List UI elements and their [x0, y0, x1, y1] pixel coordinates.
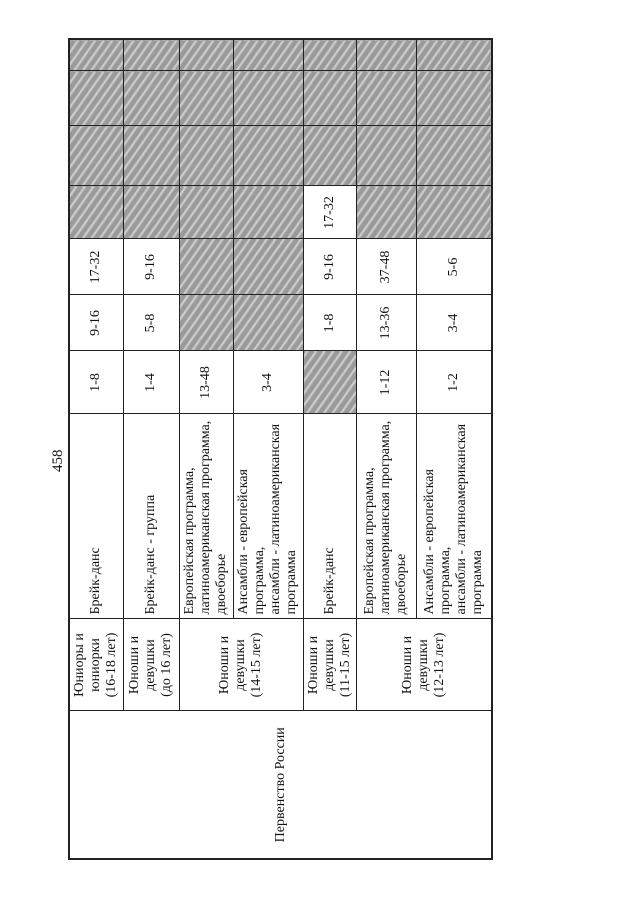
program-line: Брейк-данс [88, 547, 104, 615]
place-cell: 1-2 [416, 351, 492, 414]
program-cell [69, 414, 123, 619]
competition-table [68, 38, 493, 860]
age-line: Юноши и девушки [217, 635, 248, 695]
age-line: (11-15 лет) [337, 632, 353, 698]
shaded-cell [179, 39, 233, 71]
shaded-cell [69, 39, 123, 71]
shaded-cell [233, 39, 303, 71]
shaded-cell [233, 126, 303, 186]
place-cell: 17-32 [69, 239, 123, 295]
age-cell [356, 619, 492, 711]
shaded-cell [179, 239, 233, 295]
program-cell [303, 414, 356, 619]
program-line: ансамбли - латиноамериканская [453, 423, 469, 615]
program-cell [123, 414, 179, 619]
program-line: программа [284, 550, 299, 615]
program-line: Европейская программа, [362, 467, 377, 615]
table-row [69, 39, 123, 859]
age-cell [123, 619, 179, 711]
program-line: ансамбли - латиноамериканская [268, 423, 283, 615]
shaded-cell [416, 71, 492, 126]
program-line: Брейк-данс - группа [143, 494, 158, 615]
page-number: 458 [50, 449, 66, 472]
shaded-cell [416, 126, 492, 186]
shaded-cell [69, 126, 123, 186]
place-cell: 9-16 [303, 239, 356, 295]
place-cell: 1-4 [123, 351, 179, 414]
shaded-cell [303, 71, 356, 126]
place-cell: 5-6 [416, 239, 492, 295]
age-line: (12-13 лет) [431, 632, 447, 698]
shaded-cell [303, 126, 356, 186]
shaded-cell [356, 186, 416, 239]
program-cell [356, 414, 416, 619]
program-line: Брейк-данс [321, 547, 337, 615]
shaded-cell [416, 186, 492, 239]
program-cell [179, 414, 233, 619]
program-line: Ансамбли - европейская [421, 469, 437, 615]
program-line: латиноамериканская программа, [198, 420, 213, 615]
shaded-cell [179, 295, 233, 351]
shaded-cell [123, 186, 179, 239]
age-line: Юноши и девушки [305, 635, 337, 695]
program-cell [416, 414, 492, 619]
program-line: программа [469, 550, 485, 615]
rotated-sheet [68, 40, 488, 860]
shaded-cell [303, 351, 356, 414]
program-line: Европейская программа, [182, 467, 197, 615]
program-line: двоеборье [394, 553, 409, 615]
shaded-cell [179, 186, 233, 239]
shaded-cell [356, 39, 416, 71]
age-line: юниорки [88, 638, 104, 692]
program-line: двоеборье [214, 553, 229, 615]
event-label: Первенство России [272, 727, 288, 843]
event-cell [69, 711, 492, 859]
program-line: программа, [252, 546, 267, 615]
shaded-cell [123, 39, 179, 71]
shaded-cell [303, 39, 356, 71]
age-line: Юниоры и [72, 633, 88, 697]
age-line: (14-15 лет) [249, 632, 264, 698]
age-cell [179, 619, 303, 711]
shaded-cell [416, 39, 492, 71]
age-cell [303, 619, 356, 711]
age-line: (до 16 лет) [159, 633, 174, 697]
table-container [68, 40, 488, 860]
program-cell [233, 414, 303, 619]
shaded-cell [123, 71, 179, 126]
shaded-cell [233, 295, 303, 351]
shaded-cell [233, 71, 303, 126]
shaded-cell [233, 186, 303, 239]
place-cell: 3-4 [416, 295, 492, 351]
place-cell: 17-32 [303, 186, 356, 239]
age-cell [69, 619, 123, 711]
place-cell: 13-36 [356, 295, 416, 351]
age-line: Юноши и девушки [127, 635, 158, 695]
place-cell: 5-8 [123, 295, 179, 351]
program-line: программа, [437, 546, 453, 615]
shaded-cell [356, 126, 416, 186]
place-cell: 1-12 [356, 351, 416, 414]
program-line: латиноамериканская программа, [378, 420, 393, 615]
shaded-cell [69, 186, 123, 239]
place-cell: 37-48 [356, 239, 416, 295]
shaded-cell [179, 126, 233, 186]
place-cell: 13-48 [179, 351, 233, 414]
shaded-cell [123, 126, 179, 186]
place-cell: 1-8 [303, 295, 356, 351]
place-cell: 3-4 [233, 351, 303, 414]
place-cell: 1-8 [69, 351, 123, 414]
place-cell: 9-16 [69, 295, 123, 351]
shaded-cell [233, 239, 303, 295]
place-cell: 9-16 [123, 239, 179, 295]
shaded-cell [356, 71, 416, 126]
age-line: (16-18 лет) [104, 632, 120, 698]
program-line: Ансамбли - европейская [236, 469, 251, 615]
shaded-cell [69, 71, 123, 126]
shaded-cell [179, 71, 233, 126]
age-line: Юноши и девушки [399, 635, 431, 695]
